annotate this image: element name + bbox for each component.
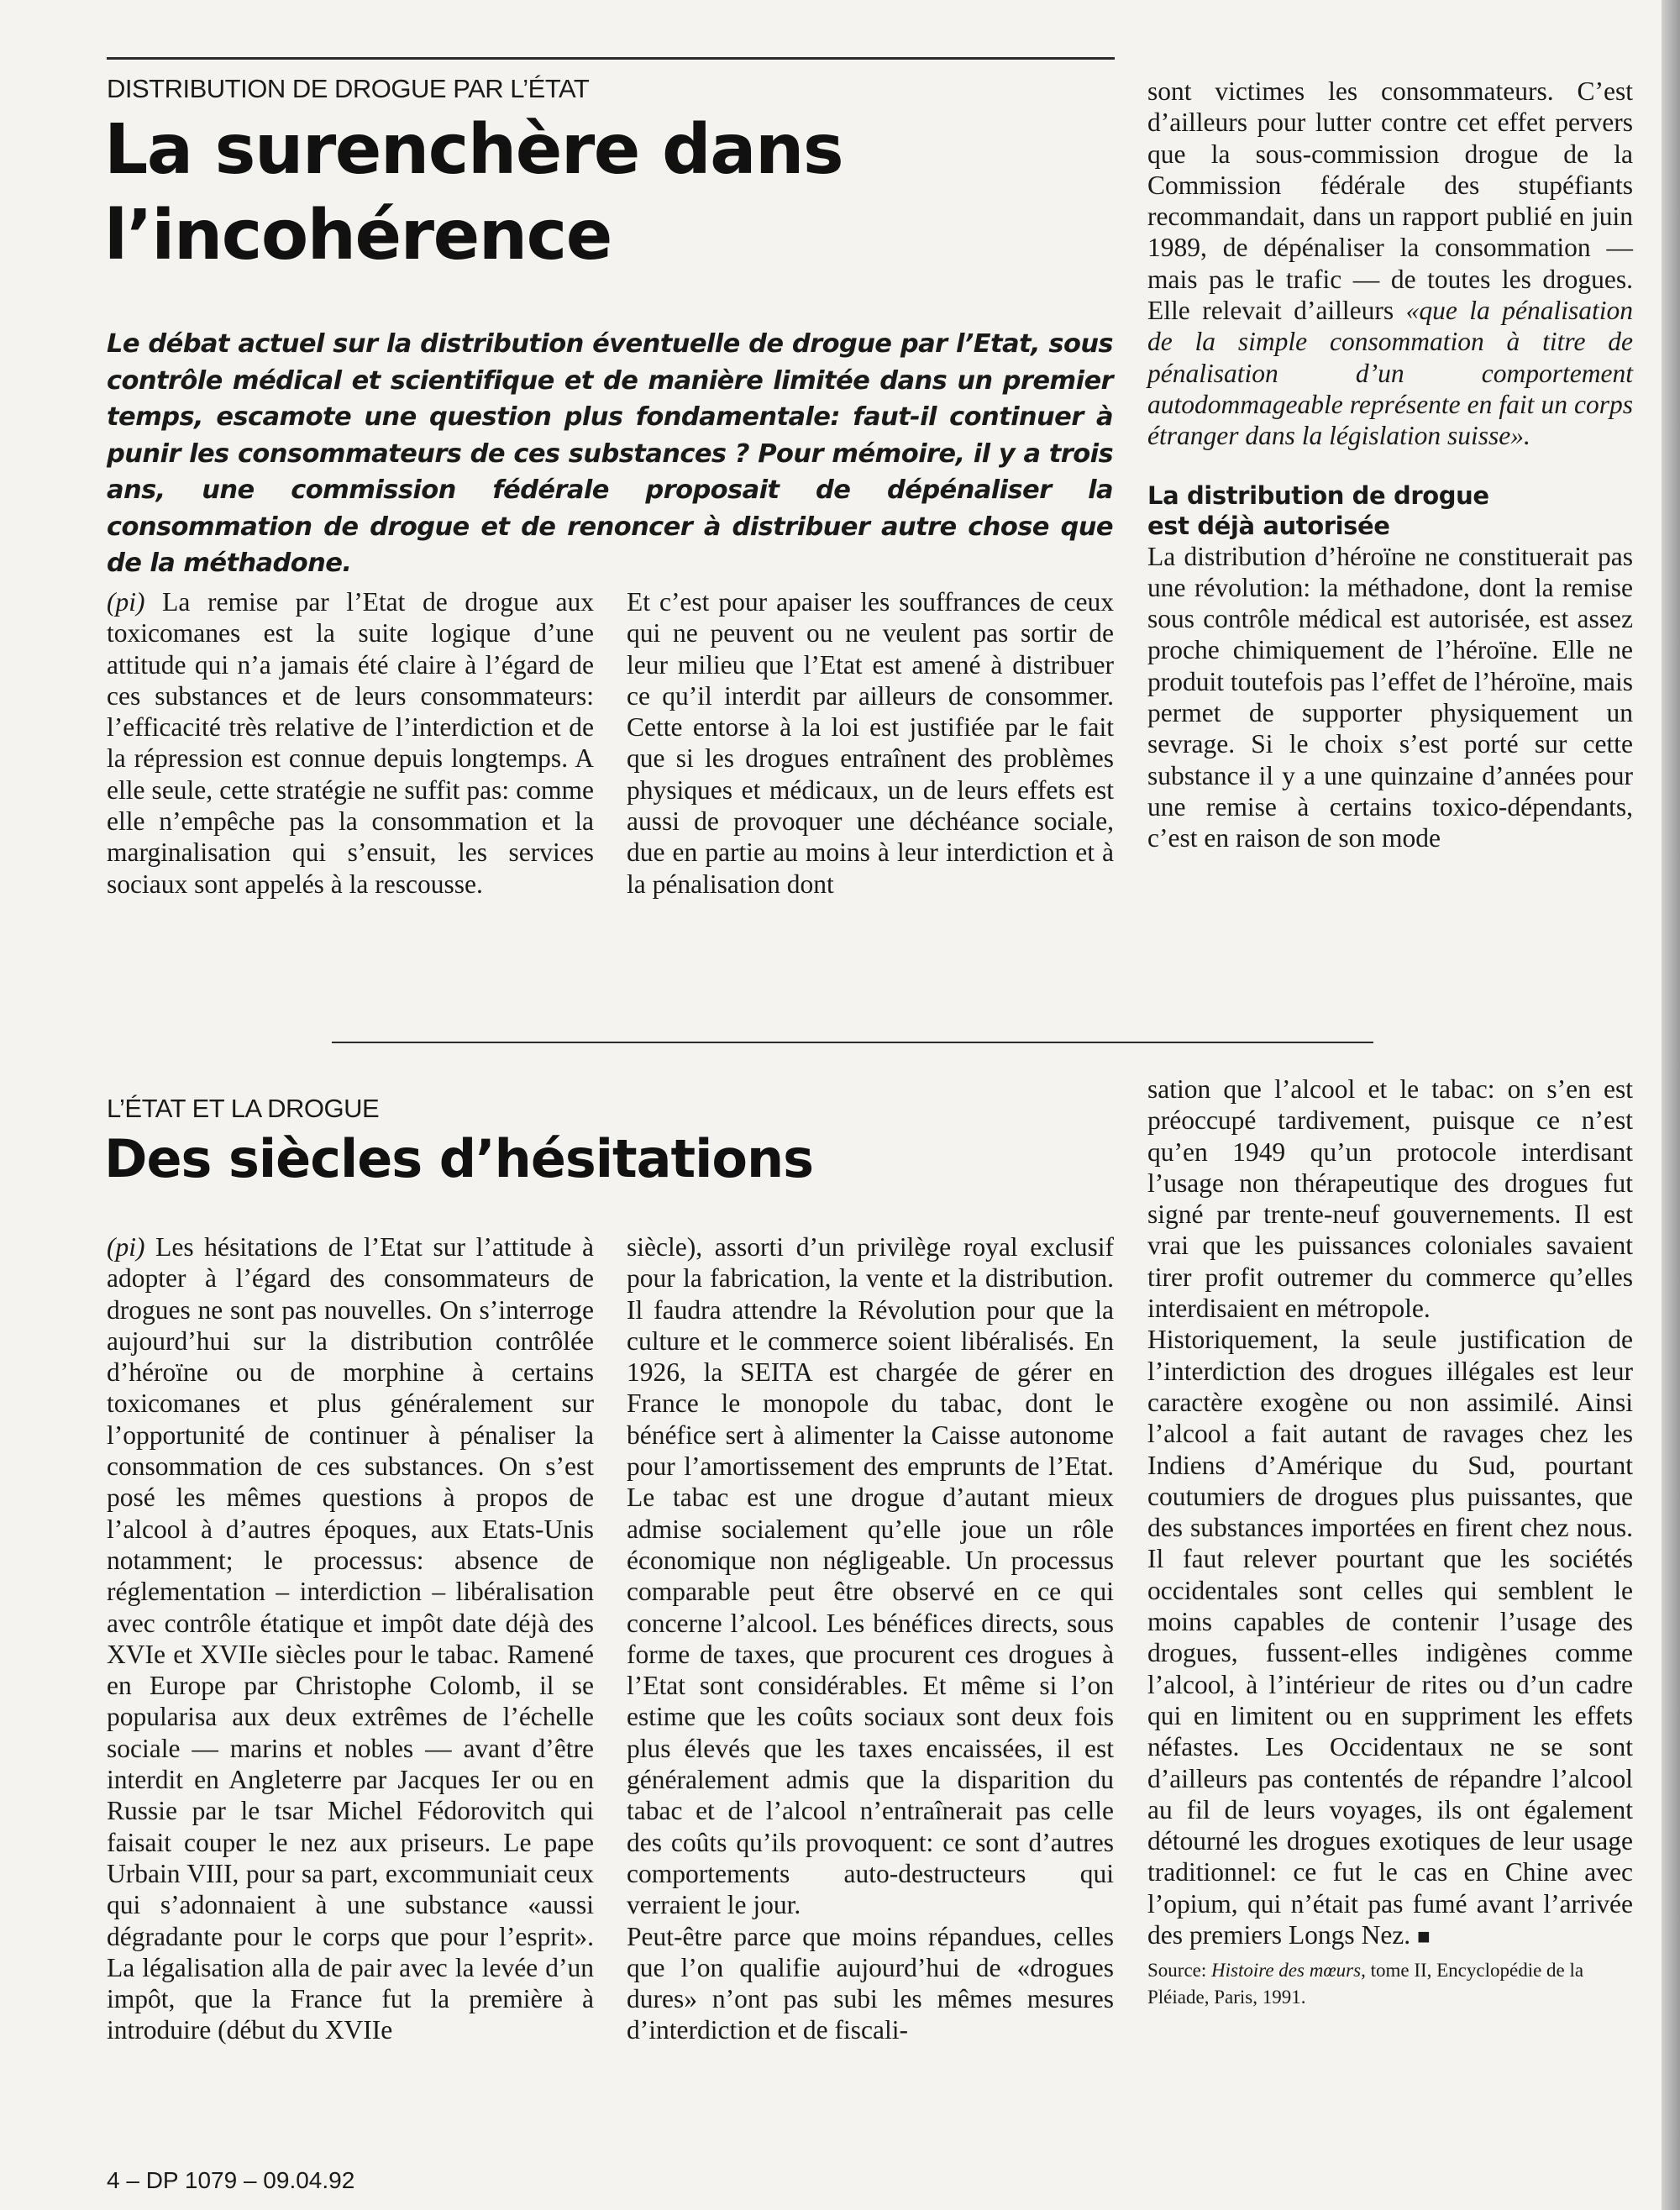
article1-kicker: DISTRIBUTION DE DROGUE PAR L’ÉTAT: [107, 74, 590, 103]
source-details: , tome II, Encyclopédie de la Pléiade, Paris, 1991.: [1147, 1960, 1584, 2008]
source-title: Histoire des mœurs: [1211, 1960, 1362, 1982]
article2-column-1: [107, 1231, 594, 2046]
article2-column-2-text-2: Peut-être parce que moins répandues, celles que l’on qualifie aujourd’hui de «drogues dures» n’ont pas subi les mêmes mesures d’interdiction et de fiscali-: [627, 1921, 1114, 2045]
article1-subhead-line1: La distribution de drogue: [1147, 480, 1489, 510]
author-initials: (pi): [107, 587, 145, 617]
article1-column-2: [627, 586, 1114, 900]
article1-quote: «que la pénalisation de la simple consommation à titre de pénalisation d’un comportement autodommageable représente en fait un corps étranger dans la législation suisse».: [1147, 296, 1633, 451]
article1-lead: Le débat actuel sur la distribution éventuelle de drogue par l’Etat, sous contrôle médical et scientifique et de manière limitée dans un premier temps, escamote une question plus fondamentale: faut-il continuer à punir les consommateurs de ces substances ? Pour mémoire, il y a trois ans, une commission fédérale proposait de dépénaliser la consommation de drogue et de renoncer à distribuer autre chose que de la méthadone.: [107, 329, 1113, 578]
end-of-article-icon: ■: [1417, 1924, 1431, 1950]
article1-column-1-text: La remise par l’Etat de drogue aux toxicomanes est la suite logique d’une attitude qui n’a jamais été claire à l’égard de ces substances et de leurs consommateurs: l’efficacité très relative de l’interdiction et de la répression est connue depuis longtemps. A elle seule, cette stratégie ne suffit pas: comme elle n’empêche pas la consommation et la marginalisation qui s’ensuit, les services sociaux sont appelés à la rescousse.: [107, 587, 594, 899]
scan-edge: [1662, 0, 1680, 2210]
article1-title-line2: l’incohérence: [104, 196, 612, 276]
page-footer: 4 – DP 1079 – 09.04.92: [107, 2167, 355, 2193]
author-initials-2: (pi): [107, 1232, 145, 1262]
article2-column-1-text: Les hésitations de l’Etat sur l’attitude à adopter à l’égard des consommateurs de drogues ne sont pas nouvelles. On s’interroge aujourd’hui sur la distribution contrôlée d’héroïne ou de morphine à certains toxicomanes et plus généralement sur l’opportunité de continuer à pénaliser la consommation de ces substances. On s’est posé les mêmes questions à propos de l’alcool à d’autres époques, aux Etats-Unis notamment; le processus: absence de réglementation – interdiction – libéralisation avec contrôle étatique et impôt date déjà des XVIe et XVIIe siècles pour le tabac. Ramené en Europe par Christophe Colomb, il se popularisa aux deux extrêmes de l’échelle sociale — marins et nobles — avant d’être interdit en Angleterre par Jacques Ier ou en Russie par le tsar Michel Fédorovitch qui faisait couper le nez aux priseurs. Le pape Urbain VIII, pour sa part, excommuniait ceux qui s’adonnaient à une substance «aussi dégradante pour le corps que pour l’esprit». La légalisation alla de pair avec la levée d’un impôt, que la France fut la première à introduire (début du XVIIe: [107, 1232, 594, 2045]
article1-column-3-text: sont victimes les consommateurs. C’est d’ailleurs pour lutter contre cet effet pervers que la sous-commission drogue de la Commission fédérale des stupéfiants recommandait, dans un rapport publié en juin 1989, de dépénaliser la consommation — mais pas le trafic — de toutes les drogues. Elle relevait d’ailleurs: [1147, 76, 1633, 326]
section-divider: [332, 1042, 1373, 1043]
article2-column-3: [1147, 1074, 1633, 2011]
article1-subhead: [1147, 480, 1633, 541]
article2-column-2-text: siècle), assorti d’un privilège royal exclusif pour la fabrication, la vente et la distribution. Il faudra attendre la Révolution pour que la culture et le commerce soient libéralisés. En 1926, la SEITA est chargée de gérer en France le monopole du tabac, dont le bénéfice sert à alimenter la Caisse autonome pour l’amortissement des emprunts de l’Etat. Le tabac est une drogue d’autant mieux admise socialement qu’elle joue un rôle économique non négligeable. Un processus comparable peut être observé en ce qui concerne l’alcool. Les bénéfices directs, sous forme de taxes, que procurent ces drogues à l’Etat sont considérables. Et même si l’on estime que les coûts sociaux sont deux fois plus élevés que les taxes encaissées, il est généralement admis que la disparition du tabac et de l’alcool n’entraînerait pas celle des coûts qu’ils provoquent: ce sont d’autres comportements auto-destructeurs qui verraient le jour.: [627, 1232, 1114, 1920]
article2-column-2: [627, 1231, 1114, 2046]
source-prefix: Source:: [1147, 1960, 1212, 1982]
article1-column-3-text-2: La distribution d’héroïne ne constituerait pas une révolution: la méthadone, dont la remise sous contrôle médical est autorisée, est assez proche chimiquement de l’héroïne. Elle ne produit toutefois pas l’effet de l’héroïne, mais permet de supporter physiquement un sevrage. Si le choix s’est porté sur cette substance il y a une quinzaine d’années pour une remise à certains toxico-dépendants, c’est en raison de son mode: [1147, 541, 1633, 853]
article1-subhead-line2: est déjà autorisée: [1147, 511, 1390, 540]
article2-column-3-text-2: Historiquement, la seule justification de l’interdiction des drogues illégales est leur caractère exogène ou non assimilé. Ainsi l’alcool a fait autant de ravages chez les Indiens d’Amérique du Sud, pourtant coutumiers de drogues plus puissantes, que des substances importées en firent chez nous. Il faut relever pourtant que les sociétés occidentales sont celles qui semblent le moins capables de contenir l’usage des drogues, fussent-elles indigènes comme l’alcool, à l’intérieur de rites ou d’un cadre qui en limitent ou en suppriment les effets néfastes. Les Occidentaux ne se sont d’ailleurs pas contentés de répandre l’alcool au fil de leurs voyages, ils ont également détourné les drogues exotiques de leur usage traditionnel: ce fut le cas en Chine avec l’opium, qui n’était pas fumé avant l’arrivée des premiers Longs Nez.: [1147, 1325, 1633, 1950]
article1-title: [104, 108, 843, 279]
article2-title: Des siècles d’hésitations: [104, 1128, 814, 1189]
article1-title-line1: La surenchère dans: [104, 110, 843, 190]
top-rule: [107, 57, 1115, 60]
article2-kicker: L’ÉTAT ET LA DROGUE: [107, 1094, 380, 1123]
article1-column-2-text: Et c’est pour apaiser les souffrances de ceux qui ne peuvent ou ne veulent pas sortir de leur milieu que l’Etat est amené à distribuer ce qu’il interdit par ailleurs de consommer. Cette entorse à la loi est justifiée par le fait que si les drogues entraînent des problèmes physiques et médicaux, un de leurs effets est aussi de provoquer une déchéance sociale, due en partie au moins à leur interdiction et à la pénalisation dont: [627, 587, 1114, 899]
article1-column-3: [1147, 76, 1633, 854]
article1-column-1: [107, 586, 594, 900]
source-note: [1147, 1957, 1633, 2011]
article2-column-3-text: sation que l’alcool et le tabac: on s’en est préoccupé tardivement, puisque ce n’est qu’en 1949 qu’un protocole interdisant l’usage non thérapeutique des drogues fut signé par trente-neuf gouvernements. Il est vrai que les puissances coloniales savaient tirer profit outremer du commerce qu’elles interdisaient en métropole.: [1147, 1074, 1633, 1324]
